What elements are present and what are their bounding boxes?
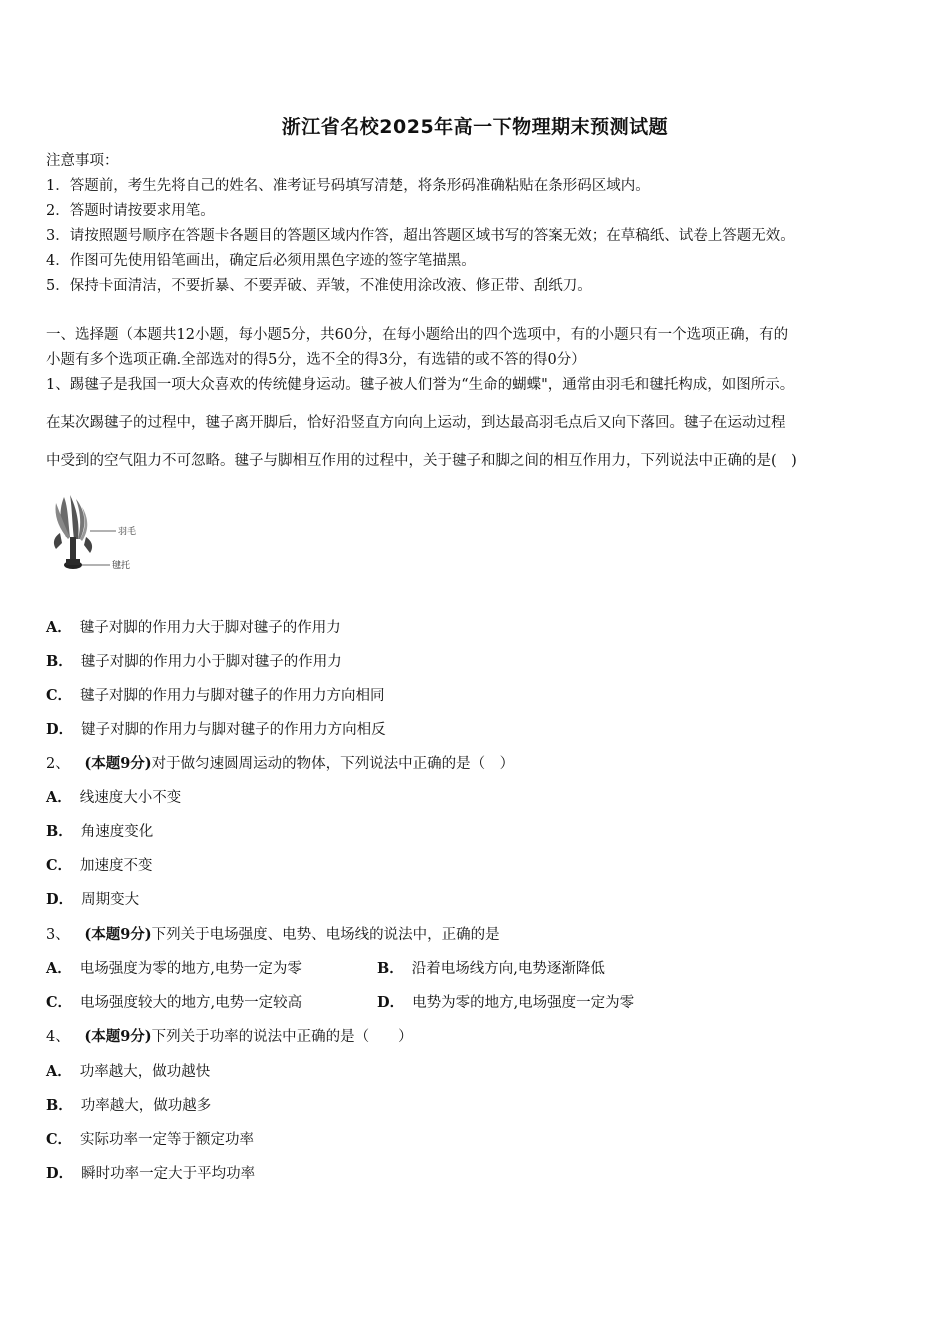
option-letter: B．	[46, 823, 73, 840]
option-letter: A．	[46, 960, 72, 977]
question-score: (本题9分)	[84, 755, 152, 772]
q3-option-a	[46, 959, 302, 979]
q4-option-b	[46, 1096, 211, 1116]
q4-option-c	[46, 1130, 254, 1150]
notice-item: 4．作图可先使用铅笔画出，确定后必须用黑色字迹的签字笔描黑。	[46, 253, 476, 269]
question-text: 对于做匀速圆周运动的物体，下列说法中正确的是（ ）	[151, 756, 515, 772]
option-text: 角速度变化	[80, 824, 154, 840]
q1-option-d	[46, 720, 386, 740]
notice-item: 2．答题时请按要求用笔。	[46, 203, 215, 219]
option-text: 键子对脚的作用力与脚对毽子的作用力方向相反	[81, 722, 386, 738]
section-intro-line2: 小题有多个选项正确.全部选对的得5分，选不全的得3分，有选错的或不答的得0分）	[46, 352, 586, 368]
q2-stem	[46, 754, 514, 774]
option-text: 实际功率一定等于额定功率	[80, 1132, 255, 1148]
shuttlecock-figure	[46, 493, 156, 583]
notice-heading: 注意事项：	[46, 153, 119, 169]
question-score: (本题9分)	[84, 926, 152, 943]
option-letter: C．	[46, 994, 73, 1011]
option-letter: D．	[377, 994, 405, 1011]
shuttlecock-drawing	[46, 493, 156, 583]
option-letter: D．	[46, 721, 74, 738]
option-letter: C．	[46, 687, 73, 704]
option-letter: A．	[46, 1063, 72, 1080]
q3-option-b	[377, 959, 605, 979]
q1-option-c	[46, 686, 385, 706]
question-text: 下列关于功率的说法中正确的是（ ）	[151, 1029, 413, 1045]
q2-option-a	[46, 788, 181, 808]
option-text: 电场强度为零的地方,电势一定为零	[79, 961, 302, 977]
q3-option-d	[377, 993, 634, 1013]
option-text: 功率越大，做功越快	[79, 1064, 211, 1080]
notice-item: 3．请按照题号顺序在答题卡各题目的答题区域内作答，超出答题区域书写的答案无效；在草稿纸、试卷上答题无效。	[46, 228, 795, 244]
question-number: 3、	[46, 927, 70, 943]
option-text: 加速度不变	[80, 858, 153, 874]
option-letter: A．	[46, 789, 72, 806]
question-number: 4、	[46, 1029, 70, 1045]
q1-stem-line2: 在某次踢毽子的过程中，毽子离开脚后，恰好沿竖直方向向上运动，到达最高羽毛点后又向下落回。毽子在运动过程	[46, 415, 786, 431]
option-text: 沿着电场线方向,电势逐渐降低	[411, 961, 605, 977]
notice-item: 1．答题前，考生先将自己的姓名、准考证号码填写清楚，将条形码准确粘贴在条形码区域内。	[46, 178, 650, 194]
q2-option-c	[46, 856, 153, 876]
option-letter: B．	[46, 1097, 73, 1114]
q1-option-b	[46, 652, 342, 672]
q3-stem	[46, 925, 500, 945]
q4-option-d	[46, 1164, 255, 1184]
q4-stem	[46, 1027, 413, 1047]
option-text: 周期变大	[81, 892, 140, 908]
q2-option-b	[46, 822, 153, 842]
notice-item: 5．保持卡面清洁，不要折暴、不要弄破、弄皱，不准使用涂改液、修正带、刮纸刀。	[46, 278, 592, 294]
option-letter: C．	[46, 1131, 73, 1148]
option-text: 毽子对脚的作用力小于脚对毽子的作用力	[80, 654, 342, 670]
q1-option-a	[46, 618, 341, 638]
question-text: 下列关于电场强度、电势、电场线的说法中，正确的是	[151, 927, 500, 943]
q2-option-d	[46, 890, 139, 910]
page-title: 浙江省名校2025年高一下物理期末预测试题	[281, 116, 669, 138]
option-letter: D．	[46, 1165, 74, 1182]
option-letter: C．	[46, 857, 73, 874]
q1-stem-line1: 1、踢毽子是我国一项大众喜欢的传统健身运动。毽子被人们誉为“生命的蝴蝶"，通常由羽毛和毽托构成，如图所示。	[46, 377, 795, 393]
figure-label-base: 毽托	[112, 561, 131, 571]
section-intro-line1: 一、选择题（本题共12小题，每小题5分，共60分，在每小题给出的四个选项中，有的小题只有一个选项正确，有的	[46, 327, 789, 343]
option-letter: D．	[46, 891, 74, 908]
option-letter: B．	[46, 653, 73, 670]
option-text: 电势为零的地方,电场强度一定为零	[412, 995, 635, 1011]
q4-option-a	[46, 1062, 210, 1082]
option-letter: B．	[377, 960, 404, 977]
option-text: 毽子对脚的作用力大于脚对毽子的作用力	[79, 620, 341, 636]
option-text: 瞬时功率一定大于平均功率	[81, 1166, 256, 1182]
option-text: 线速度大小不变	[79, 790, 182, 806]
option-letter: A．	[46, 619, 72, 636]
option-text: 毽子对脚的作用力与脚对毽子的作用力方向相同	[80, 688, 385, 704]
option-text: 功率越大，做功越多	[80, 1098, 212, 1114]
question-number: 2、	[46, 756, 70, 772]
question-score: (本题9分)	[84, 1028, 152, 1045]
q3-option-c	[46, 993, 302, 1013]
q1-stem-line3: 中受到的空气阻力不可忽略。毽子与脚相互作用的过程中，关于毽子和脚之间的相互作用力，下列说法中正确的是( )	[46, 453, 797, 469]
option-text: 电场强度较大的地方,电势一定较高	[80, 995, 303, 1011]
figure-label-feather: 羽毛	[118, 527, 137, 537]
